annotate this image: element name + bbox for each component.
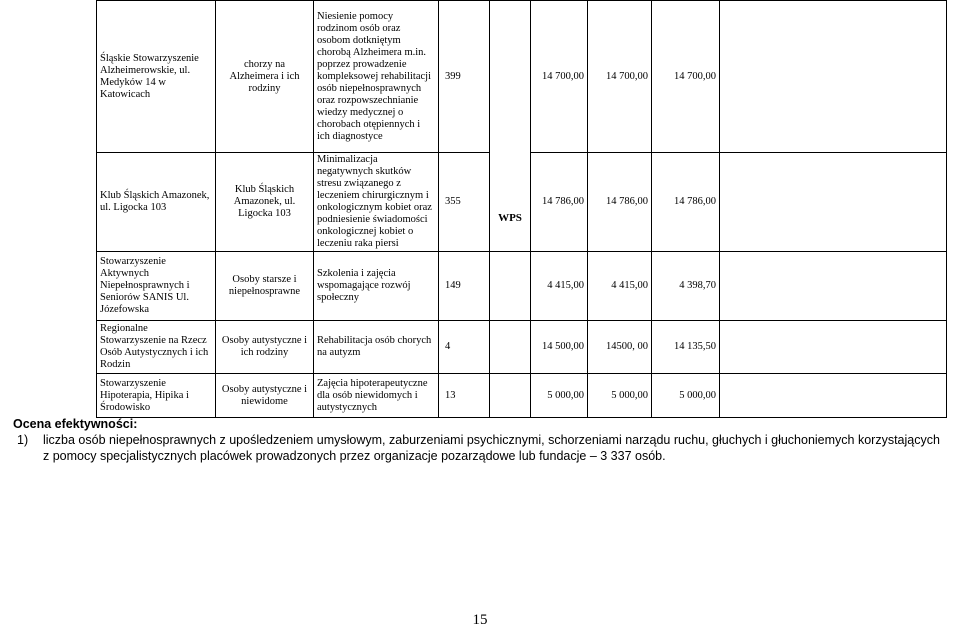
amount-cell: 14 786,00: [531, 153, 588, 252]
amount-cell: 14 786,00: [588, 153, 652, 252]
beneficiaries-count-cell: 355: [439, 153, 490, 252]
empty-cell: [720, 321, 947, 374]
table-row: [97, 321, 947, 374]
task-cell: Minimalizacja negatywnych skutków stresu związanego z leczeniem chirurgicznym i onkologicznym kobiet oraz podniesienie świadomości onkologicznej kobiet o leczeniu raka piersi: [314, 153, 439, 252]
empty-cell: [720, 1, 947, 153]
empty-cell: [720, 153, 947, 252]
list-item-text: liczba osób niepełnosprawnych z upośledzeniem umysłowym, zaburzeniami psychicznymi, schorzeniami narządu ruchu, głuchych i głuchoniemych korzystających z pomocy specjalistycznych placówek prowadzonych przez organizacje pozarządowe lub fundacje – 3 337 osób.: [43, 433, 940, 463]
amount-cell: 4 415,00: [531, 252, 588, 321]
task-cell: Zajęcia hipoterapeutyczne dla osób niewidomych i autystycznych: [314, 374, 439, 418]
list-item-number: 1): [17, 433, 29, 447]
org-cell: Klub Śląskich Amazonek, ul. Ligocka 103: [97, 153, 216, 252]
page-number: 15: [472, 612, 488, 628]
evaluation-section: [13, 416, 943, 464]
beneficiaries-count-cell: 13: [439, 374, 490, 418]
amount-cell: 14 500,00: [531, 321, 588, 374]
empty-cell: [720, 252, 947, 321]
amount-cell: 14 700,00: [652, 1, 720, 153]
org-cell: Śląskie Stowarzyszenie Alzheimerowskie, ul. Medyków 14 w Katowicach: [97, 1, 216, 153]
empty-cell: [490, 321, 531, 374]
target-group-cell: Osoby autystyczne i niewidome: [216, 374, 314, 418]
wps-cell: [490, 1, 531, 252]
empty-cell: [490, 252, 531, 321]
empty-cell: [490, 374, 531, 418]
amount-cell: 14500, 00: [588, 321, 652, 374]
org-cell: Stowarzyszenie Hipoterapia, Hipika i Środowisko: [97, 374, 216, 418]
org-cell: Stowarzyszenie Aktywnych Niepełnosprawnych i Seniorów SANIS Ul. Józefowska: [97, 252, 216, 321]
amount-cell: 5 000,00: [652, 374, 720, 418]
amount-cell: 5 000,00: [531, 374, 588, 418]
task-cell: Niesienie pomocy rodzinom osób oraz osobom dotkniętym chorobą Alzheimera m.in. poprzez prowadzenie kompleksowej rehabilitacji osób niepełnosprawnych oraz rozpowszechnianie wiedzy medycznej o chorobach otępiennych i ich diagnostyce: [314, 1, 439, 153]
target-group-cell: Klub Śląskich Amazonek, ul. Ligocka 103: [216, 153, 314, 252]
amount-cell: 14 700,00: [531, 1, 588, 153]
beneficiaries-count-cell: 399: [439, 1, 490, 153]
evaluation-heading: Ocena efektywności:: [13, 417, 138, 431]
amount-cell: 14 786,00: [652, 153, 720, 252]
wps-label: WPS: [498, 212, 522, 224]
empty-cell: [720, 374, 947, 418]
org-cell: Regionalne Stowarzyszenie na Rzecz Osób Autystycznych i ich Rodzin: [97, 321, 216, 374]
task-cell: Rehabilitacja osób chorych na autyzm: [314, 321, 439, 374]
target-group-cell: Osoby starsze i niepełnosprawne: [216, 252, 314, 321]
grants-table: [96, 0, 947, 418]
amount-cell: 14 700,00: [588, 1, 652, 153]
table-row: [97, 374, 947, 418]
table-row: [97, 1, 947, 153]
beneficiaries-count-cell: 149: [439, 252, 490, 321]
table-row: [97, 252, 947, 321]
task-cell: Szkolenia i zajęcia wspomagające rozwój społeczny: [314, 252, 439, 321]
amount-cell: 14 135,50: [652, 321, 720, 374]
amount-cell: 5 000,00: [588, 374, 652, 418]
beneficiaries-count-cell: 4: [439, 321, 490, 374]
amount-cell: 4 398,70: [652, 252, 720, 321]
list-item: [13, 432, 943, 464]
amount-cell: 4 415,00: [588, 252, 652, 321]
target-group-cell: chorzy na Alzheimera i ich rodziny: [216, 1, 314, 153]
target-group-cell: Osoby autystyczne i ich rodziny: [216, 321, 314, 374]
